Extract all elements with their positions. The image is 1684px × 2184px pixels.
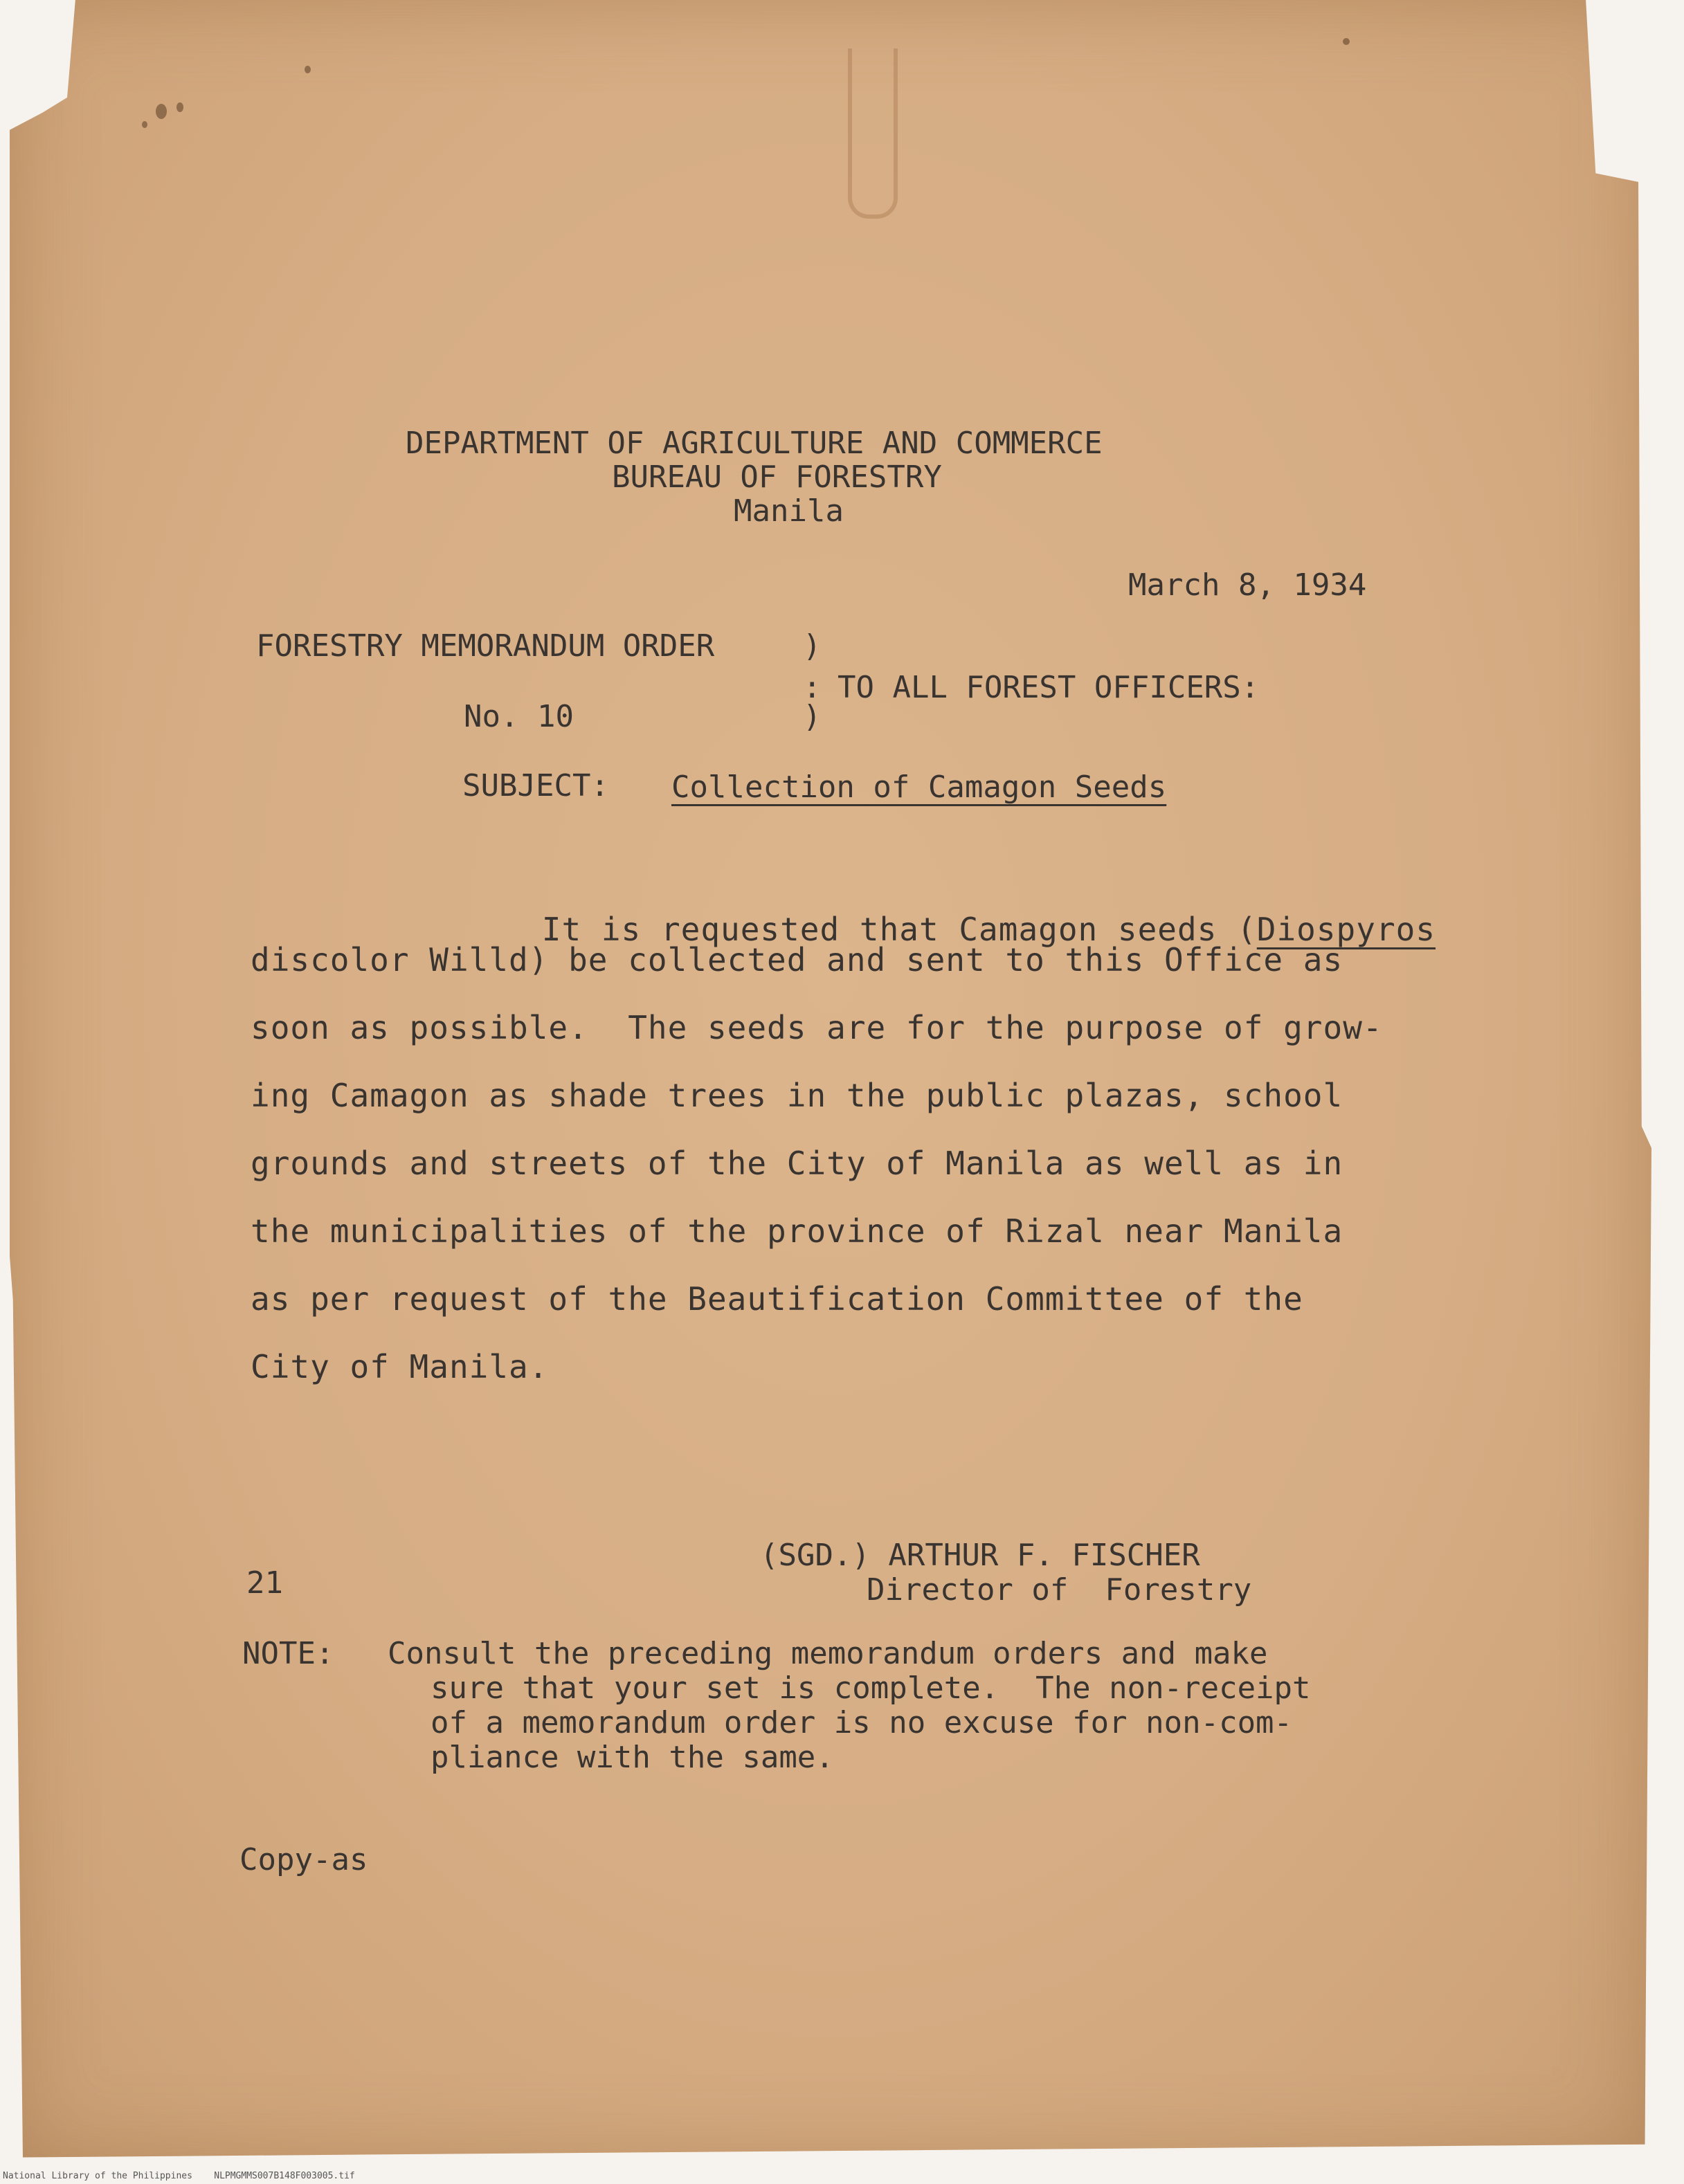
scan-footer: National Library of the Philippines NLPMGMMS007B148F003005.tif	[3, 2171, 355, 2181]
note-line-2: sure that your set is complete. The non-receipt	[431, 1671, 1311, 1706]
body-line-5: grounds and streets of the City of Manila as well as in	[251, 1145, 1343, 1182]
memo-paren-open: )	[803, 628, 822, 664]
body-line-7: as per request of the Beautification Committee of the	[251, 1280, 1303, 1318]
note-label: NOTE:	[242, 1636, 334, 1671]
file-number: 21	[246, 1565, 283, 1601]
note-line-4: pliance with the same.	[431, 1740, 834, 1775]
memo-order-type: FORESTRY MEMORANDUM ORDER	[256, 628, 715, 664]
city-heading: Manila	[734, 493, 844, 529]
body-line-4: ing Camagon as shade trees in the public plazas, school	[251, 1077, 1343, 1114]
copy-notation: Copy-as	[239, 1842, 368, 1877]
body-line-2: discolor Willd) be collected and sent to this Office as	[251, 941, 1343, 979]
department-heading: DEPARTMENT OF AGRICULTURE AND COMMERCE	[406, 426, 1103, 461]
body-line-1-text: It is requested that Camagon seeds (	[541, 911, 1257, 948]
memo-number: No. 10	[464, 699, 574, 734]
body-line-8: City of Manila.	[251, 1348, 549, 1385]
signature-name: (SGD.) ARTHUR F. FISCHER	[760, 1538, 1200, 1573]
note-line-3: of a memorandum order is no excuse for non-com-	[431, 1705, 1293, 1740]
memo-paren-close: )	[803, 699, 822, 734]
body-line-3: soon as possible. The seeds are for the purpose of grow-	[251, 1009, 1383, 1046]
signature-title: Director of Forestry	[867, 1572, 1252, 1608]
species-name: Diospyros	[1256, 911, 1436, 948]
subject-label: SUBJECT:	[462, 768, 609, 803]
memo-date: March 8, 1934	[1128, 567, 1367, 603]
subject-text: Collection of Camagon Seeds	[671, 770, 1167, 805]
bureau-heading: BUREAU OF FORESTRY	[612, 459, 942, 495]
body-line-6: the municipalities of the province of Rizal near Manila	[251, 1212, 1343, 1250]
memo-addressee: TO ALL FOREST OFFICERS:	[838, 670, 1260, 705]
memo-colon: :	[803, 670, 822, 705]
note-line-1: Consult the preceding memorandum orders and make	[388, 1636, 1268, 1671]
